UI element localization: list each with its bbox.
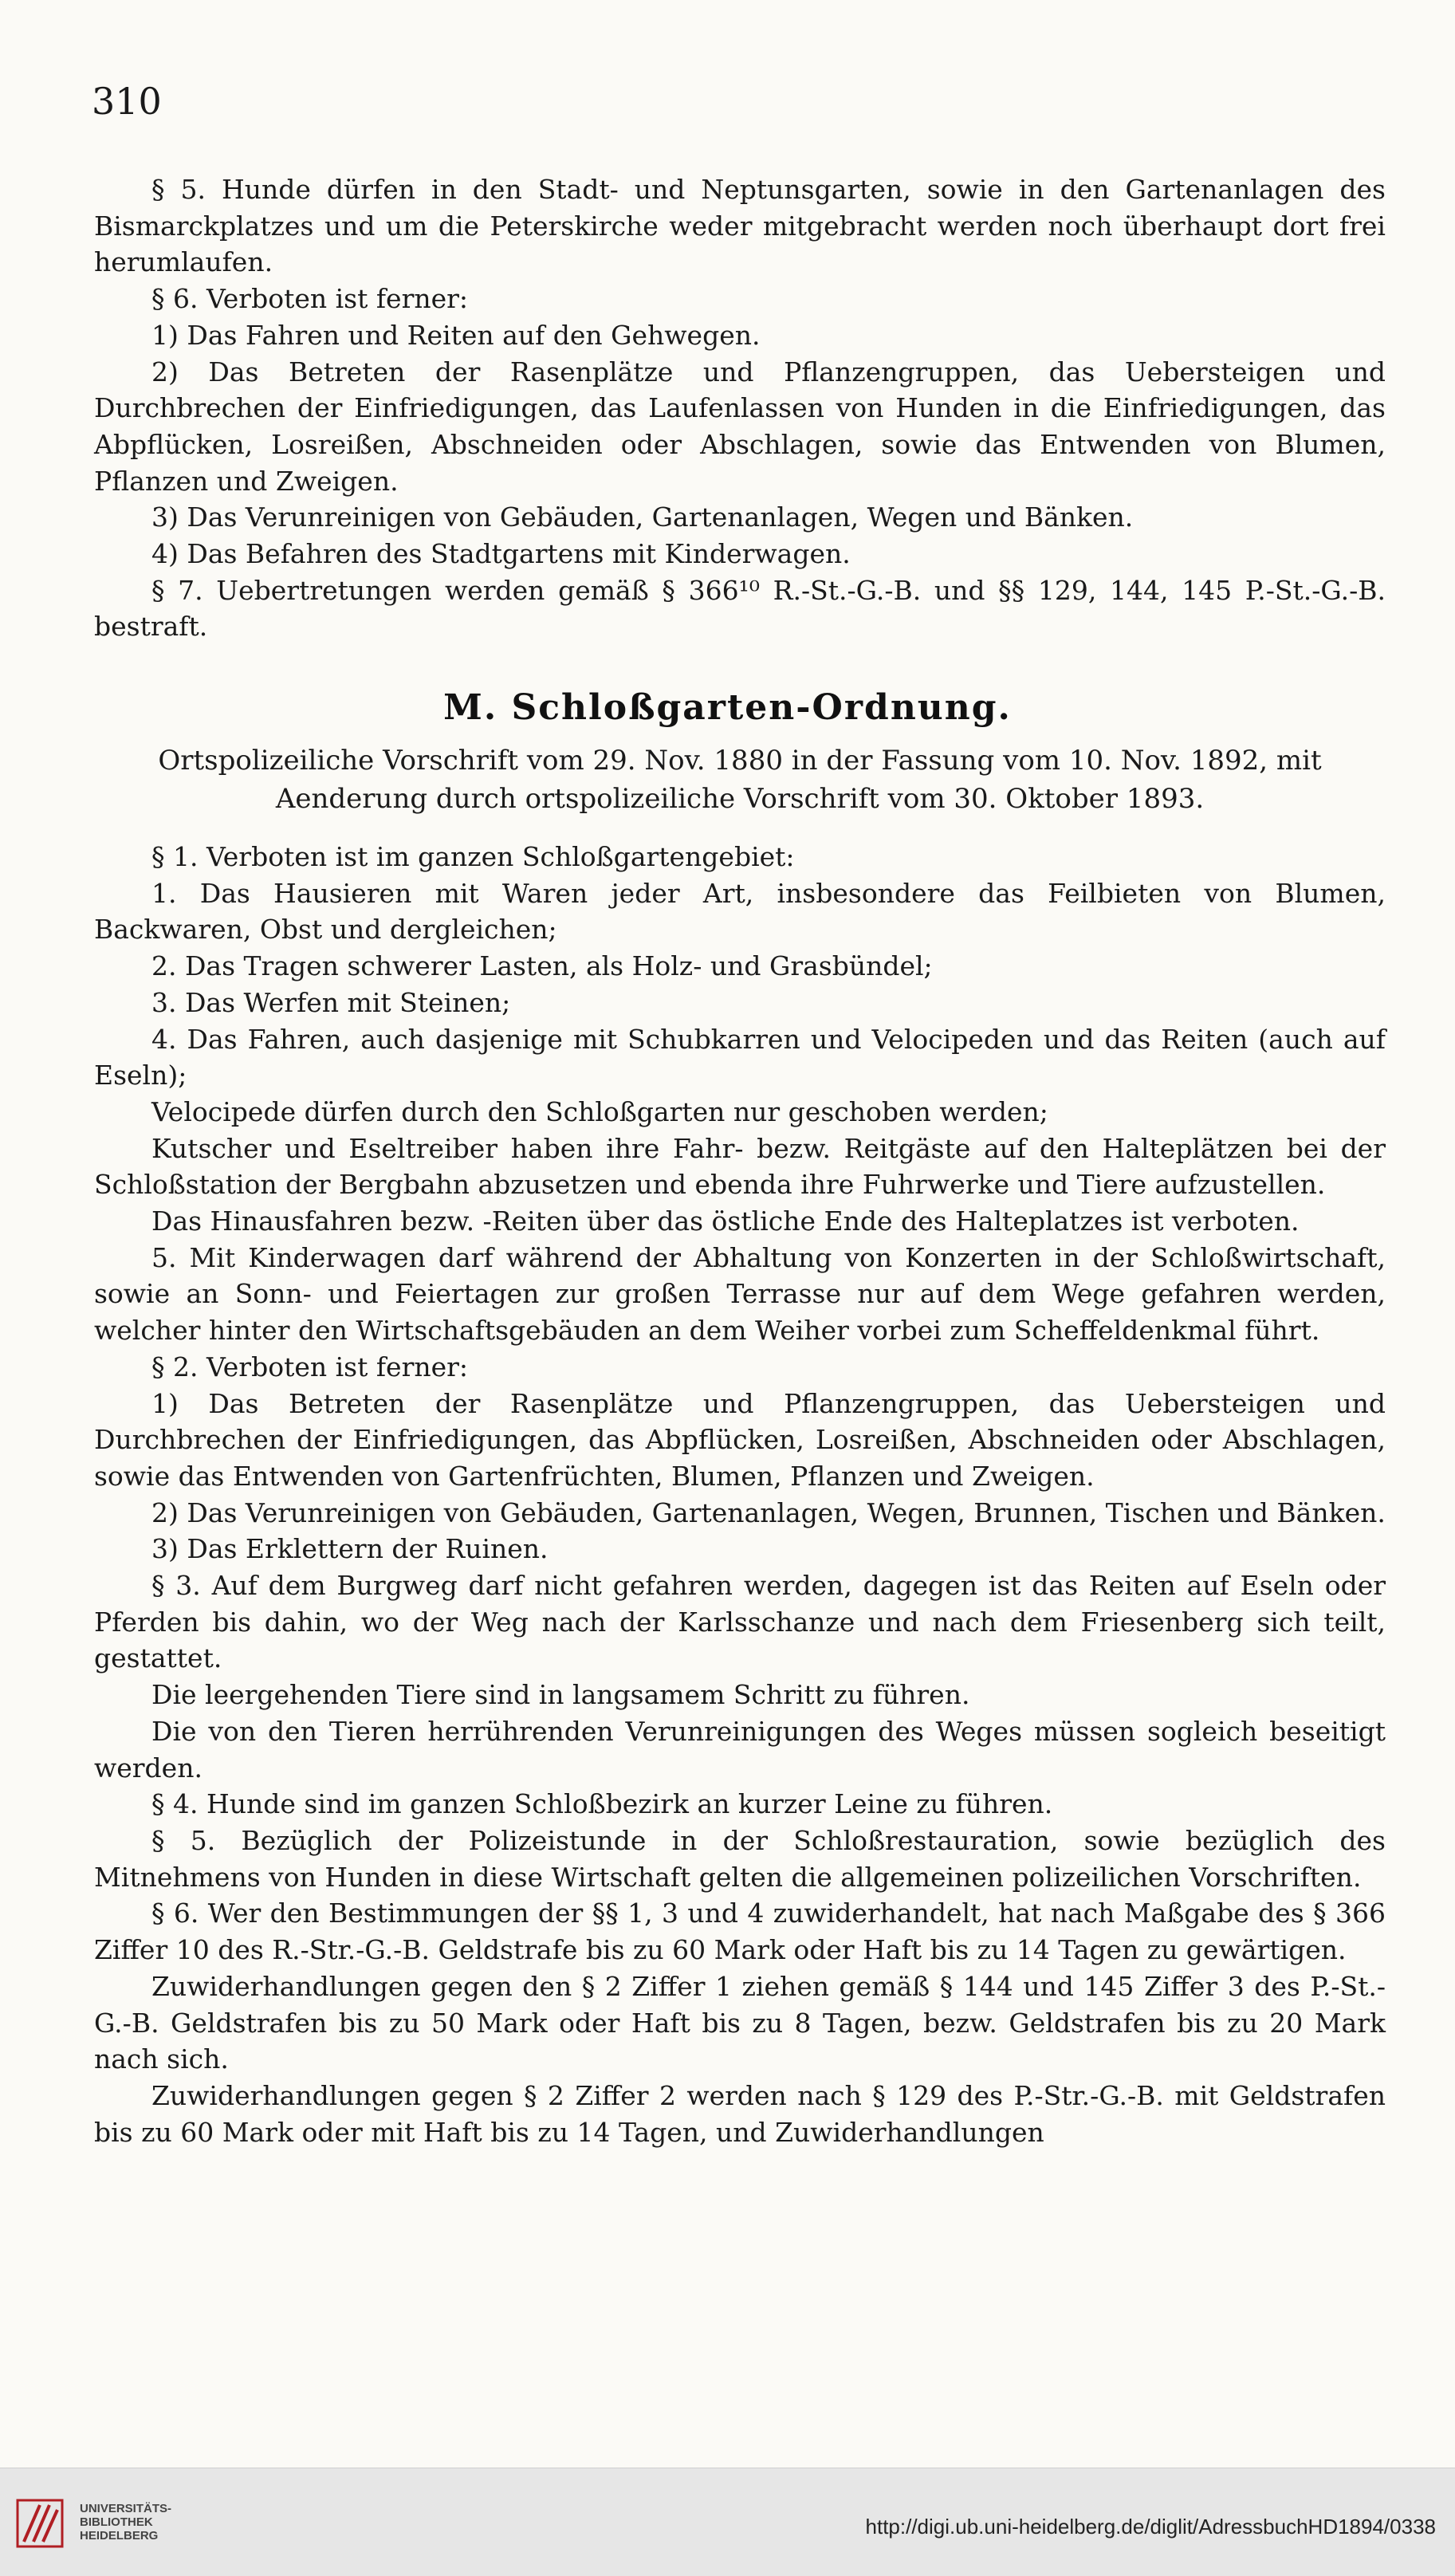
paragraph: § 7. Uebertretungen werden gemäß § 366¹⁰ R.-St.-G.-B. und §§ 129, 144, 145 P.-St.-G.-B. bestraft. bbox=[94, 574, 1386, 643]
paragraph: Die von den Tieren herrührenden Verunreinigungen des Weges müssen sogleich beseitigt werden. bbox=[94, 1715, 1386, 1784]
paragraph: § 2. Verboten ist ferner: bbox=[151, 1351, 469, 1382]
paragraph: 3) Das Erklettern der Ruinen. bbox=[151, 1533, 549, 1565]
paragraph: § 5. Bezüglich der Polizeistunde in der Schloßrestauration, sowie bezüglich des Mitnehmens von Hunden in diese Wirtschaft gelten die allgemeinen polizeilichen Vorschriften. bbox=[94, 1824, 1386, 1893]
page-number: 310 bbox=[92, 80, 162, 123]
paragraph: Das Hinausfahren bezw. -Reiten über das östliche Ende des Halteplatzes ist verboten. bbox=[151, 1205, 1300, 1237]
paragraph: 2) Das Betreten der Rasenplätze und Pflanzengruppen, das Uebersteigen und Durchbrechen der Einfriedigungen, das Laufenlassen von Hunden in die Einfriedigungen, das Abpflücken, Losreißen, Abschneiden oder Abschlagen, sowie das Entwenden von Blumen, Pflanzen und Zweigen. bbox=[94, 356, 1386, 497]
paragraph: § 5. Hunde dürfen in den Stadt- und Neptunsgarten, sowie in den Gartenanlagen des Bismarckplatzes und um die Peterskirche weder mitgebracht werden noch überhaupt dort frei herumlaufen. bbox=[94, 174, 1386, 278]
library-name-line: HEIDELBERG bbox=[80, 2529, 159, 2543]
paragraph: § 3. Auf dem Burgweg darf nicht gefahren werden, dagegen ist das Reiten auf Eseln oder Pferden bis dahin, wo der Weg nach der Karlsschanze und nach dem Friesenberg sich teilt, gestattet. bbox=[94, 1570, 1386, 1674]
paragraph: Die leergehenden Tiere sind in langsamem Schritt zu führen. bbox=[151, 1679, 970, 1711]
paragraph: 3) Das Verunreinigen von Gebäuden, Gartenanlagen, Wegen und Bänken. bbox=[151, 501, 1134, 533]
library-name bbox=[80, 2502, 171, 2543]
paragraph: 4. Das Fahren, auch dasjenige mit Schubkarren und Velocipeden und das Reiten (auch auf Eseln); bbox=[94, 1023, 1386, 1091]
paragraph: 3. Das Werfen mit Steinen; bbox=[151, 986, 511, 1018]
paragraph: 1. Das Hausieren mit Waren jeder Art, insbesondere das Feilbieten von Blumen, Backwaren, Obst und dergleichen; bbox=[94, 877, 1386, 946]
paragraph: 2. Das Tragen schwerer Lasten, als Holz- und Grasbündel; bbox=[151, 950, 933, 982]
paragraph: Zuwiderhandlungen gegen den § 2 Ziffer 1 ziehen gemäß § 144 und 145 Ziffer 3 des P.-St.-G.-B. Geldstrafen bis zu 50 Mark oder Haft bis zu 8 Tagen, bezw. Geldstrafen bis zu 20 Mark nach sich. bbox=[94, 1970, 1386, 2075]
paragraph: § 4. Hunde sind im ganzen Schloßbezirk an kurzer Leine zu führen. bbox=[151, 1788, 1053, 1820]
paragraph: § 6. Wer den Bestimmungen der §§ 1, 3 und 4 zuwiderhandelt, hat nach Maßgabe des § 366 Ziffer 10 des R.-Str.-G.-B. Geldstrafe bis zu 60 Mark oder Haft bis zu 14 Tagen zu gewärtigen. bbox=[94, 1898, 1386, 1966]
paragraph: 4) Das Befahren des Stadtgartens mit Kinderwagen. bbox=[151, 538, 851, 570]
section-previous-body bbox=[94, 171, 1386, 645]
library-name-line: UNIVERSITÄTS- bbox=[80, 2502, 172, 2515]
paragraph: Kutscher und Eseltreiber haben ihre Fahr- bezw. Reitgäste auf den Halteplätzen bei der Schloßstation der Bergbahn abzusetzen und ebenda ihre Fuhrwerke und Tiere aufzustellen. bbox=[94, 1132, 1386, 1201]
paragraph: § 1. Verboten ist im ganzen Schloßgartengebiet: bbox=[151, 841, 795, 872]
paragraph: 5. Mit Kinderwagen darf während der Abhaltung von Konzerten in der Schloßwirtschaft, sowie an Sonn- und Feiertagen zur großen Terrasse nur auf dem Wege gefahren werden, welcher hinter den Wirtschaftsgebäuden an dem Weiher vorbei zum Scheffeldenkmal führt. bbox=[94, 1241, 1386, 1347]
paragraph: 2) Das Verunreinigen von Gebäuden, Gartenanlagen, Wegen, Brunnen, Tischen und Bänken. bbox=[151, 1496, 1386, 1528]
paragraph: Zuwiderhandlungen gegen § 2 Ziffer 2 werden nach § 129 des P.-Str.-G.-B. mit Geldstrafen bis zu 60 Mark oder mit Haft bis zu 14 Tagen, und Zuwiderhandlungen bbox=[94, 2079, 1386, 2148]
paragraph: 1) Das Fahren und Reiten auf den Gehwegen. bbox=[151, 319, 761, 351]
section-m-body bbox=[94, 839, 1386, 2150]
section-subtitle: Ortspolizeiliche Vorschrift vom 29. Nov. 1880 in der Fassung vom 10. Nov. 1892, mit Aenderung durch ortspolizeiliche Vorschrift vom 30. Oktober 1893. bbox=[158, 745, 1322, 815]
university-library-logo-icon bbox=[16, 2494, 64, 2551]
section-title: M. Schloßgarten-Ordnung. bbox=[443, 687, 1012, 728]
source-url-link[interactable]: http://digi.ub.uni-heidelberg.de/diglit/AdressbuchHD1894/0338 bbox=[865, 2515, 1436, 2539]
library-name-line: BIBLIOTHEK bbox=[80, 2515, 153, 2529]
paragraph: Velocipede dürfen durch den Schloßgarten nur geschoben werden; bbox=[151, 1095, 1048, 1127]
footer-bar bbox=[0, 2468, 1455, 2576]
paragraph: 1) Das Betreten der Rasenplätze und Pflanzengruppen, das Uebersteigen und Durchbrechen der Einfriedigungen, das Abpflücken, Losreißen, Abschneiden oder Abschlagen, sowie das Entwenden von Gartenfrüchten, Blumen, Pflanzen und Zweigen. bbox=[94, 1387, 1386, 1492]
paragraph: § 6. Verboten ist ferner: bbox=[151, 283, 469, 315]
